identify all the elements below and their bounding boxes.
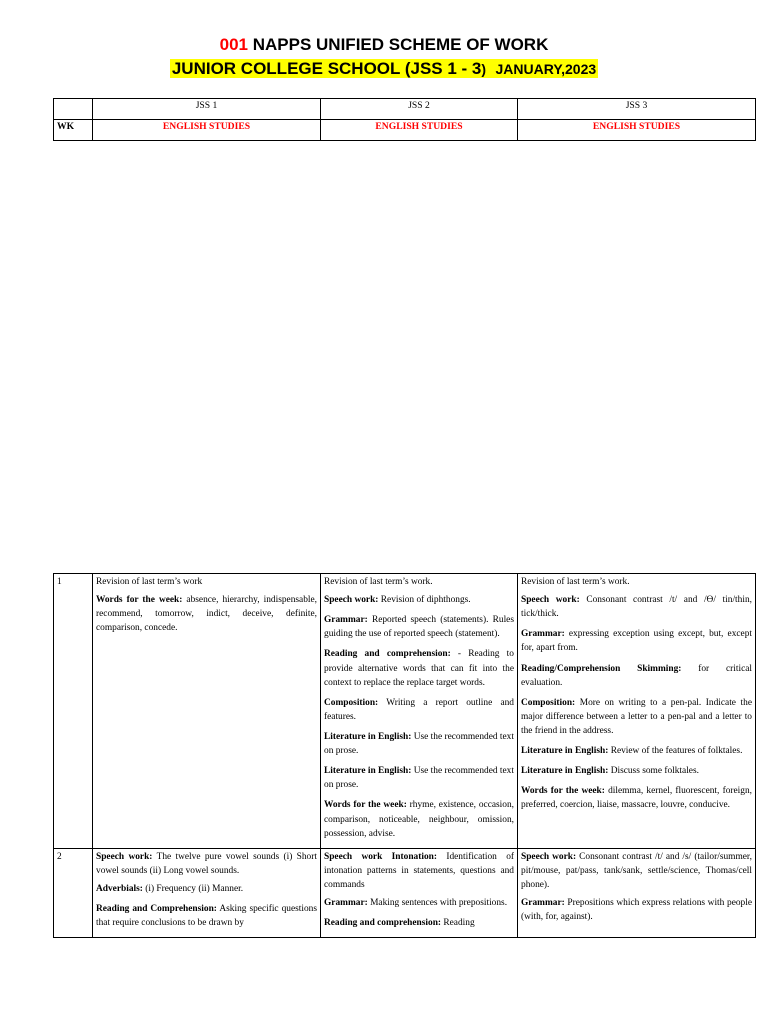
- header-wk-label: WK: [54, 120, 93, 141]
- entry-text: Discuss some folktales.: [608, 766, 699, 777]
- week-cell-jss2: [321, 574, 518, 849]
- entry-text: More on writing to a pen-pal. Indicate the major difference between a letter to a pen-pal and a letter to the friend in the address.: [521, 697, 752, 736]
- entry-text: expressing exception using except, but, except for, apart from.: [521, 629, 752, 654]
- paren-close: ): [481, 61, 487, 77]
- entry-paragraph: [521, 662, 752, 690]
- entry-text: The twelve pure vowel sounds (i) Short vowel sounds (ii) Long vowel sounds.: [96, 851, 317, 876]
- entry-label: Speech work Intonation:: [324, 851, 437, 862]
- entry-label: Literature in English:: [324, 731, 412, 742]
- entry-text: rhyme, existence, occasion, comparison, noticeable, neighbour, omission, possession, advise.: [324, 800, 514, 839]
- entry-text: Making sentences with prepositions.: [367, 898, 508, 909]
- entry-label: Speech work:: [521, 851, 577, 862]
- week-cell-jss1: [93, 574, 321, 849]
- entry-label: Speech work:: [96, 851, 153, 862]
- entry-paragraph: [96, 593, 317, 635]
- header-empty-cell: [54, 99, 93, 120]
- scheme-header-table: [53, 98, 756, 141]
- week-cell-jss1: [93, 848, 321, 938]
- title-line-1: NAPPS UNIFIED SCHEME OF WORK: [252, 35, 549, 54]
- entry-label: Grammar:: [521, 898, 565, 909]
- entry-label: Literature in English:: [324, 766, 412, 777]
- entry-paragraph: [521, 850, 752, 892]
- week-row: [54, 574, 756, 849]
- header-jss2: JSS 2: [321, 99, 518, 120]
- header-jss1: JSS 1: [93, 99, 321, 120]
- highlighted-subtitle: [170, 59, 598, 78]
- entry-text: Use the recommended text on prose.: [324, 731, 514, 757]
- entry-text: dilemma, kernel, fluorescent, foreign, preferred, coercion, liaise, massacre, louvre, conducive.: [521, 786, 752, 811]
- entry-label: Grammar:: [521, 629, 565, 640]
- entry-paragraph: [521, 744, 752, 758]
- title-line-2: JUNIOR COLLEGE SCHOOL (JSS 1 - 3: [171, 59, 482, 78]
- subject-jss2: ENGLISH STUDIES: [321, 120, 518, 141]
- header-row-subjects: [54, 120, 756, 141]
- week-row: [54, 848, 756, 938]
- entry-paragraph: [324, 696, 514, 724]
- entry-label: Reading and comprehension:: [324, 918, 442, 929]
- entry-text: Consonant contrast /t/ and /s/ (tailor/summer, pit/mouse, pat/pass, tank/sank, settle/science, Thomas/cell phone).: [521, 851, 752, 890]
- entry-label: Composition:: [521, 697, 576, 708]
- subject-jss1: ENGLISH STUDIES: [93, 120, 321, 141]
- entry-paragraph: [324, 764, 514, 792]
- entry-text: Revision of diphthongs.: [378, 595, 471, 606]
- week-cell-jss3: [518, 848, 756, 938]
- entry-paragraph: [521, 764, 752, 778]
- entry-label: Composition:: [324, 697, 379, 708]
- header-jss3: JSS 3: [518, 99, 756, 120]
- entry-paragraph: [521, 896, 752, 924]
- entry-label: Literature in English:: [521, 766, 609, 777]
- entry-text: Review of the features of folktales.: [608, 746, 743, 757]
- entry-paragraph: [324, 730, 514, 758]
- entry-paragraph: [324, 647, 514, 689]
- subject-jss3: ENGLISH STUDIES: [518, 120, 756, 141]
- entry-label: Reading/Comprehension Skimming:: [521, 663, 682, 674]
- entry-label: Grammar:: [324, 615, 368, 626]
- week-number-cell: 1: [54, 574, 93, 849]
- entry-text: Prepositions which express relations with people (with, for, against).: [521, 898, 752, 923]
- entry-text: for critical evaluation.: [521, 663, 752, 688]
- entry-label: Grammar:: [324, 898, 368, 909]
- entry-text: absence, hierarchy, indispensable, recommend, tomorrow, indict, deceive, definite, comparison, concede.: [96, 595, 317, 634]
- entry-paragraph: [96, 882, 317, 896]
- entry-label: Literature in English:: [521, 746, 609, 757]
- week-cell-jss2: [321, 848, 518, 938]
- entry-text: Revision of last term’s work.: [324, 577, 433, 587]
- entry-paragraph: [521, 575, 752, 589]
- entry-text: Writing a report outline and features.: [324, 697, 514, 722]
- week-number-cell: 2: [54, 848, 93, 938]
- header-row-classes: [54, 99, 756, 120]
- entry-text: Revision of last term’s work.: [521, 577, 630, 587]
- entry-paragraph: [96, 850, 317, 878]
- document-subtitle: [0, 58, 768, 80]
- scheme-body-table: [53, 573, 756, 938]
- entry-paragraph: [96, 902, 317, 930]
- entry-paragraph: [521, 784, 752, 812]
- entry-text: Reported speech (statements). Rules guiding the use of reported speech (statement).: [324, 615, 514, 640]
- entry-text: (i) Frequency (ii) Manner.: [142, 883, 244, 894]
- entry-paragraph: [324, 916, 514, 930]
- entry-paragraph: [324, 896, 514, 910]
- entry-text: Revision of last term’s work: [96, 577, 203, 587]
- entry-label: Adverbials:: [96, 883, 143, 894]
- entry-text: Identification of intonation patterns in statements, questions and commands: [324, 851, 514, 890]
- entry-paragraph: [324, 613, 514, 641]
- document-title-block: [0, 34, 768, 80]
- entry-paragraph: [521, 627, 752, 655]
- entry-label: Words for the week:: [324, 800, 407, 811]
- entry-text: Asking specific questions that require conclusions to be drawn by: [96, 904, 317, 929]
- entry-label: Words for the week:: [96, 595, 183, 606]
- entry-text: Consonant contrast /t/ and /Ɵ/ tin/thin, tick/thick.: [521, 595, 752, 620]
- document-number: 001: [219, 35, 248, 54]
- term-date: JANUARY,2023: [495, 61, 597, 77]
- week-cell-jss3: [518, 574, 756, 849]
- entry-paragraph: [324, 798, 514, 840]
- entry-paragraph: [324, 575, 514, 589]
- entry-paragraph: [324, 593, 514, 607]
- entry-label: Reading and comprehension:: [324, 649, 451, 660]
- entry-paragraph: [96, 575, 317, 589]
- entry-paragraph: [521, 593, 752, 621]
- entry-label: Words for the week:: [521, 786, 605, 797]
- entry-paragraph: [521, 696, 752, 738]
- document-title: [0, 34, 768, 56]
- entry-text: Reading: [441, 918, 475, 929]
- entry-paragraph: [324, 850, 514, 892]
- entry-label: Speech work:: [324, 595, 379, 606]
- entry-label: Speech work:: [521, 595, 580, 606]
- entry-text: - Reading to provide alternative words that can fit into the context to replace the replace target words.: [324, 649, 514, 688]
- entry-text: Use the recommended text on prose.: [324, 766, 514, 791]
- entry-label: Reading and Comprehension:: [96, 904, 217, 915]
